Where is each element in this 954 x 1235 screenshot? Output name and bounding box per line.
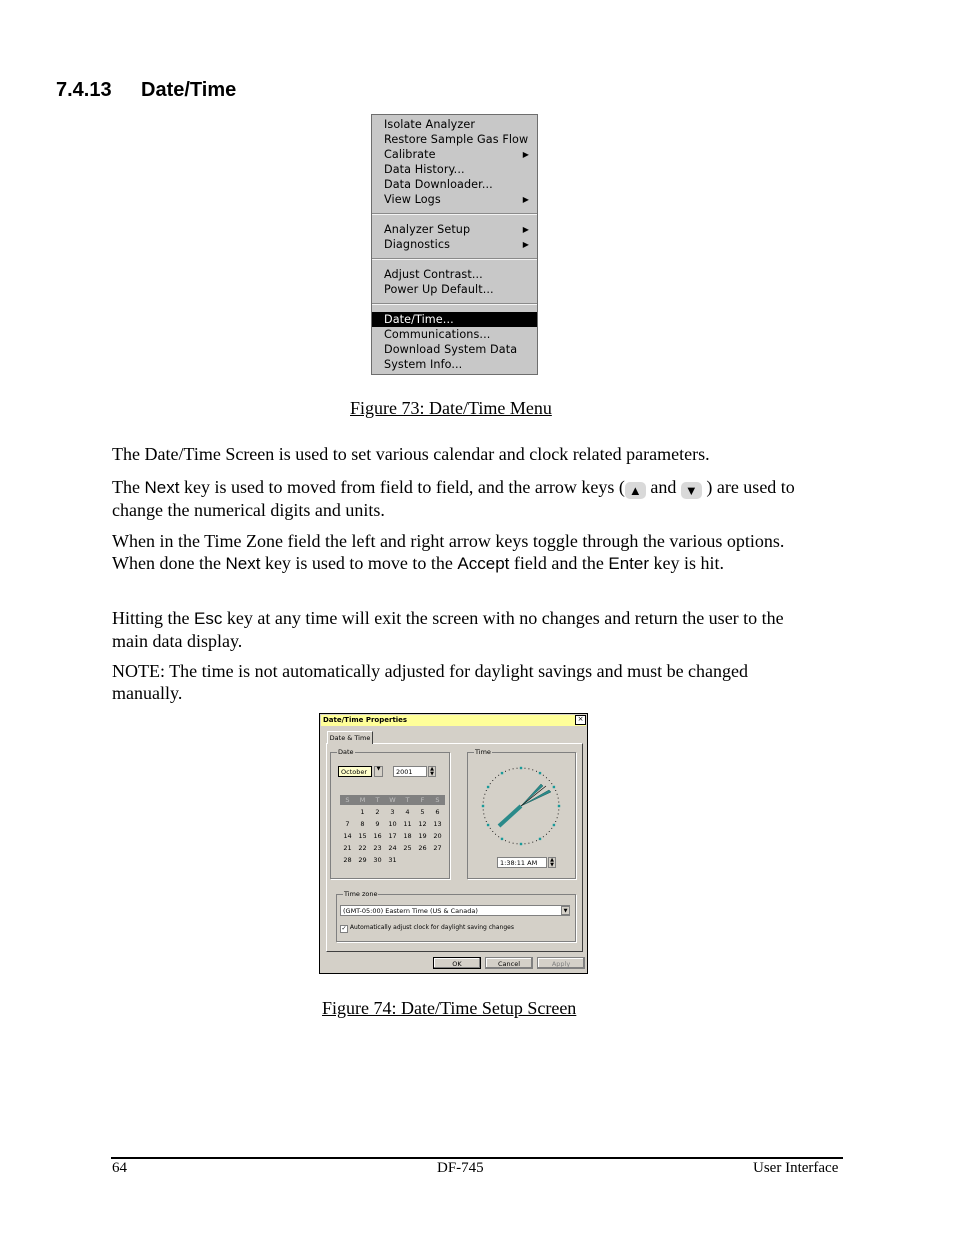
year-spinner[interactable]: ▲ ▼ [428,766,436,777]
clock-hour-hand [521,784,543,806]
calendar-day[interactable]: 31 [388,856,397,864]
submenu-arrow-icon: ▶ [522,195,529,204]
clock-tick [525,843,526,844]
clock-tick [549,780,550,781]
footer-page-number: 64 [112,1160,127,1176]
calendar-day[interactable]: 24 [388,844,397,852]
clock-tick [513,768,514,769]
calendar-day[interactable]: 25 [403,844,412,852]
calendar-day[interactable]: 30 [373,856,382,864]
clock-tick [484,794,485,795]
calendar-day[interactable]: 6 [435,808,440,816]
clock-tick [490,783,491,784]
clock-tick [525,768,526,769]
calendar-day[interactable]: 20 [433,832,442,840]
note-paragraph: NOTE: The time is not automatically adjusted for daylight savings and must be changed manually. [112,661,749,703]
clock-tick [483,813,484,814]
tab-date-time[interactable]: Date & Time [327,731,373,744]
menu-item[interactable] [372,222,537,237]
clock-tick [487,786,489,788]
submenu-arrow-icon: ▶ [522,240,529,249]
accept-field-label: Accept [457,554,510,573]
calendar-day[interactable]: 2 [375,808,380,816]
clock-tick [536,771,537,772]
dst-option [340,924,514,933]
clock-tick [483,798,484,799]
esc-key-label: Esc [194,609,223,628]
calendar-day[interactable]: 9 [375,820,380,828]
menu-item[interactable] [372,327,537,342]
calendar-day[interactable]: 4 [405,808,410,816]
calendar-day[interactable]: 8 [360,820,365,828]
menu-item[interactable] [372,357,537,372]
menu-item-label: Download System Data [384,343,518,356]
clock-tick [546,834,547,835]
clock-tick [558,813,559,814]
section-heading [56,79,236,102]
clock-tick [520,767,522,769]
calendar-day[interactable]: 27 [433,844,442,852]
down-arrow-key-icon: ▼ [681,482,702,499]
menu-item-label: Power Up Default... [384,283,494,296]
next-key-label: Next [225,554,261,573]
calendar-day[interactable]: 1 [360,808,365,816]
menu-item-label: Restore Sample Gas Flow [384,133,529,146]
menu-item[interactable] [372,192,537,207]
submenu-arrow-icon: ▶ [522,225,529,234]
clock-tick [492,780,493,781]
clock-tick [557,794,558,795]
dst-checkbox[interactable]: ✓ [341,925,347,932]
date-time-properties-dialog [319,713,588,974]
clock-tick [492,831,493,832]
apply-button[interactable]: Apply [537,957,585,969]
weekday-label: S [345,796,350,804]
menu-separator [372,258,537,260]
clock-tick [532,842,533,843]
section-number: 7.4.13 [56,79,112,101]
time-field[interactable]: 1:38:11 AM [497,857,547,868]
clock-tick [553,786,555,788]
clock-tick [509,769,510,770]
menu-item-label: System Info... [384,358,463,371]
clock-tick [501,838,503,840]
calendar-day[interactable]: 18 [403,832,412,840]
menu-item[interactable] [372,117,537,132]
up-arrow-key-icon: ▲ [625,482,646,499]
date-time-menu [371,114,538,375]
clock-tick [558,802,559,803]
clock-tick [551,783,552,784]
clock-tick [528,843,529,844]
clock-tick [490,828,491,829]
clock-tick [520,843,522,845]
footer-section: User Interface [753,1160,839,1176]
paragraph-1: The Date/Time Screen is used to set various calendar and clock related parameters. [112,444,710,464]
clock-tick [539,772,541,774]
clock-tick [553,824,555,826]
menu-item[interactable] [372,312,537,327]
menu-item[interactable] [372,282,537,297]
menu-item[interactable] [372,342,537,357]
p3-text-d: key is hit. [649,553,725,573]
p3-text-c: field and the [509,553,609,573]
menu-item[interactable] [372,162,537,177]
calendar-day[interactable]: 7 [345,820,350,828]
clock-tick [495,777,496,778]
clock-tick [501,772,503,774]
footer-rule [111,1157,843,1159]
menu-item-label: Data Downloader... [384,178,493,191]
clock-tick [483,802,484,803]
timezone-select[interactable]: (GMT-05:00) Eastern Time (US & Canada) [340,905,570,916]
submenu-arrow-icon: ▶ [522,150,529,159]
clock-tick [486,790,487,791]
calendar-day[interactable]: 19 [418,832,427,840]
chevron-down-icon[interactable]: ▼ [374,766,383,777]
menu-item[interactable] [372,132,537,147]
p2-text-a: The [112,477,145,497]
clock-tick [487,824,489,826]
paragraph-4 [112,607,802,652]
section-title: Date/Time [141,79,237,101]
p2-text-b: key is used to moved from field to field, and the arrow keys ( [179,477,625,497]
clock-tick [495,834,496,835]
menu-item-label: Adjust Contrast... [384,268,483,281]
time-spinner[interactable]: ▲ ▼ [548,857,556,868]
p2-text-and: and [645,477,681,497]
clock-tick [505,771,506,772]
clock-tick [528,768,529,769]
clock-tick [543,775,544,776]
calendar-day[interactable]: 23 [373,844,382,852]
dialog-title: Date/Time Properties [321,715,586,726]
menu-item[interactable] [372,177,537,192]
calendar-weekday-header [340,795,445,805]
p4-text-a: Hitting the [112,608,194,628]
p2-text-c: ) are used to change the numerical digits and units. [112,477,795,520]
clock-tick [483,810,484,811]
menu-separator [372,213,537,215]
year-field[interactable]: 2001 [393,766,427,777]
ok-button[interactable]: OK [433,957,481,969]
chevron-down-icon[interactable]: ▼ [561,906,570,915]
menu-item-label: Diagnostics [384,238,451,251]
timezone-group-label: Time zone [344,890,378,898]
clock-tick [555,821,556,822]
date-group-label: Date [338,748,354,756]
month-select[interactable]: October [338,766,372,777]
calendar-day[interactable]: 26 [418,844,427,852]
clock-tick [505,840,506,841]
paragraph-2 [112,476,802,521]
menu-item-label: Data History... [384,163,465,176]
calendar-day[interactable]: 22 [358,844,367,852]
clock-tick [498,836,499,837]
calendar-day[interactable]: 12 [418,820,427,828]
clock-tick [555,790,556,791]
menu-item-label: Analyzer Setup [384,223,471,236]
analog-clock [479,764,563,848]
clock-tick [498,775,499,776]
clock-tick [558,805,560,807]
time-group [467,748,576,879]
figure-74-caption: Figure 74: Date/Time Setup Screen [322,998,577,1018]
clock-tick [517,768,518,769]
menu-item-label: View Logs [384,193,441,206]
clock-tick [543,836,544,837]
clock-tick [484,817,485,818]
calendar-day[interactable]: 21 [343,844,352,852]
clock-tick [551,828,552,829]
clock-tick [536,840,537,841]
calendar-day[interactable]: 29 [358,856,367,864]
calendar-day[interactable]: 3 [390,808,395,816]
clock-tick [509,842,510,843]
clock-tick [482,805,484,807]
close-icon[interactable]: × [575,715,586,725]
tab-panel [326,743,583,952]
figure-73-caption: Figure 73: Date/Time Menu [350,398,552,418]
clock-tick [557,817,558,818]
enter-key-label: Enter [608,554,650,573]
calendar-day[interactable]: 14 [343,832,352,840]
clock-tick [532,769,533,770]
menu-item-label: Calibrate [384,148,436,161]
weekday-label: S [435,796,440,804]
clock-tick [558,810,559,811]
clock-tick [549,831,550,832]
menu-item-label: Communications... [384,328,491,341]
p3-text-b: key is used to move to the [260,553,458,573]
calendar-day[interactable]: 5 [420,808,425,816]
menu-item[interactable] [372,147,537,162]
clock-tick [546,777,547,778]
time-group-label: Time [475,748,491,756]
dst-label: Automatically adjust clock for daylight saving changes [349,924,514,931]
date-group [330,748,450,879]
paragraph-3 [112,530,802,575]
calendar-day[interactable]: 13 [433,820,442,828]
calendar-day[interactable]: 15 [358,832,367,840]
clock-tick [517,843,518,844]
weekday-label: F [420,796,425,804]
footer-document-id: DF-745 [437,1160,484,1176]
clock-tick [486,821,487,822]
menu-separator [372,303,537,305]
clock-tick [558,798,559,799]
menu-item[interactable] [372,267,537,282]
calendar-day[interactable]: 16 [373,832,382,840]
calendar-day[interactable]: 17 [388,832,397,840]
p4-text-b: key at any time will exit the screen with no changes and return the user to the main data display. [112,608,784,651]
clock-tick [513,843,514,844]
next-key-label: Next [144,478,180,497]
calendar-day[interactable]: 11 [403,820,412,828]
p3-text-a: When in the Time Zone field the left and right arrow keys toggle through the various options. When done the [112,531,785,573]
clock-tick [539,838,541,840]
cancel-button[interactable]: Cancel [485,957,533,969]
weekday-label: M [359,796,366,804]
timezone-group [336,890,576,942]
menu-item-label: Isolate Analyzer [384,118,476,131]
weekday-label: T [375,796,380,804]
weekday-label: T [405,796,410,804]
clock-hand-tail [499,806,521,826]
weekday-label: W [389,796,396,804]
menu-item[interactable] [372,237,537,252]
calendar-day[interactable]: 10 [388,820,397,828]
calendar-day[interactable]: 28 [343,856,352,864]
menu-item-label: Date/Time... [384,313,454,326]
